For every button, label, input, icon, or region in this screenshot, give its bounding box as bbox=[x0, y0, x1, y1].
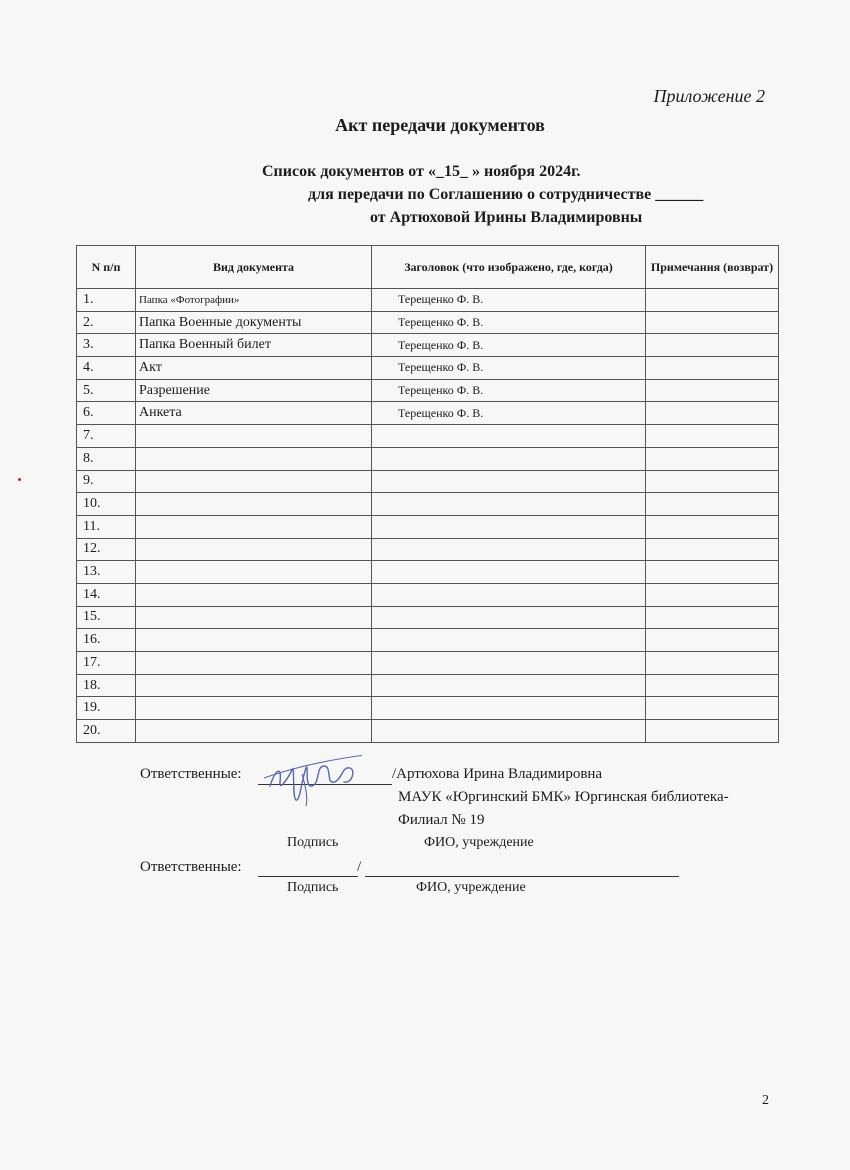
organization-line-1: МАУК «Юргинский БМК» Юргинская библиотека- bbox=[398, 789, 729, 805]
document-type-cell bbox=[136, 652, 372, 675]
notes-cell bbox=[646, 357, 779, 380]
document-type-cell bbox=[136, 425, 372, 448]
table-header-row bbox=[77, 246, 779, 289]
row-number-cell: 19. bbox=[77, 697, 136, 720]
separator-slash: / bbox=[357, 859, 362, 875]
row-number-cell: 13. bbox=[77, 561, 136, 584]
table-row bbox=[77, 447, 779, 470]
table-row bbox=[77, 674, 779, 697]
document-title: Акт передачи документов bbox=[335, 115, 545, 135]
document-type-cell bbox=[136, 515, 372, 538]
notes-cell bbox=[646, 289, 779, 312]
row-number-cell: 11. bbox=[77, 515, 136, 538]
document-type-cell: Акт bbox=[136, 357, 372, 380]
signature-line-2 bbox=[258, 876, 358, 877]
document-title-cell bbox=[372, 629, 646, 652]
notes-cell bbox=[646, 583, 779, 606]
document-title-cell bbox=[372, 470, 646, 493]
table-row bbox=[77, 538, 779, 561]
table-row bbox=[77, 697, 779, 720]
notes-cell bbox=[646, 447, 779, 470]
donor-line: от Артюховой Ирины Владимировны bbox=[370, 209, 643, 226]
responsible-label-2: Ответственные: bbox=[140, 859, 242, 875]
document-type-cell bbox=[136, 583, 372, 606]
notes-cell bbox=[646, 674, 779, 697]
row-number-cell: 2. bbox=[77, 311, 136, 334]
document-type-cell bbox=[136, 697, 372, 720]
document-type-cell bbox=[136, 538, 372, 561]
col-type-header: Вид документа bbox=[136, 246, 372, 289]
notes-cell bbox=[646, 606, 779, 629]
document-title-cell: Терещенко Ф. В. bbox=[372, 334, 646, 357]
fio-line-2 bbox=[365, 876, 679, 877]
table-row bbox=[77, 289, 779, 312]
notes-cell bbox=[646, 515, 779, 538]
document-type-cell bbox=[136, 493, 372, 516]
row-number-cell: 1. bbox=[77, 289, 136, 312]
notes-cell bbox=[646, 697, 779, 720]
row-number-cell: 16. bbox=[77, 629, 136, 652]
document-title-cell: Терещенко Ф. В. bbox=[372, 311, 646, 334]
row-number-cell: 7. bbox=[77, 425, 136, 448]
row-number-cell: 5. bbox=[77, 379, 136, 402]
document-type-cell bbox=[136, 447, 372, 470]
table-row bbox=[77, 402, 779, 425]
notes-cell bbox=[646, 538, 779, 561]
document-type-cell bbox=[136, 561, 372, 584]
notes-cell bbox=[646, 425, 779, 448]
document-title-cell bbox=[372, 538, 646, 561]
table-row bbox=[77, 425, 779, 448]
handwritten-signature bbox=[262, 748, 362, 808]
scan-speck bbox=[18, 478, 21, 481]
document-title-cell bbox=[372, 493, 646, 516]
table-row bbox=[77, 583, 779, 606]
document-type-cell: Разрешение bbox=[136, 379, 372, 402]
signature-caption-2: Подпись bbox=[287, 880, 339, 895]
responsible-label-1: Ответственные: bbox=[140, 766, 242, 782]
document-type-cell: Анкета bbox=[136, 402, 372, 425]
col-notes-header: Примечания (возврат) bbox=[646, 246, 779, 289]
document-title-cell bbox=[372, 606, 646, 629]
table-row bbox=[77, 561, 779, 584]
row-number-cell: 3. bbox=[77, 334, 136, 357]
document-title-cell: Терещенко Ф. В. bbox=[372, 289, 646, 312]
row-number-cell: 17. bbox=[77, 652, 136, 675]
notes-cell bbox=[646, 561, 779, 584]
document-title-cell bbox=[372, 447, 646, 470]
fio-caption-2: ФИО, учреждение bbox=[416, 880, 526, 895]
appendix-label: Приложение 2 bbox=[653, 86, 765, 106]
document-type-cell: Папка Военные документы bbox=[136, 311, 372, 334]
row-number-cell: 15. bbox=[77, 606, 136, 629]
row-number-cell: 6. bbox=[77, 402, 136, 425]
notes-cell bbox=[646, 493, 779, 516]
notes-cell bbox=[646, 629, 779, 652]
document-type-cell bbox=[136, 606, 372, 629]
table-row bbox=[77, 470, 779, 493]
document-type-cell bbox=[136, 674, 372, 697]
row-number-cell: 12. bbox=[77, 538, 136, 561]
table-row bbox=[77, 493, 779, 516]
table-row bbox=[77, 334, 779, 357]
notes-cell bbox=[646, 334, 779, 357]
document-title-cell bbox=[372, 561, 646, 584]
agreement-line: для передачи по Соглашению о сотрудничестве ______ bbox=[308, 186, 704, 203]
notes-cell bbox=[646, 470, 779, 493]
document-type-cell bbox=[136, 629, 372, 652]
fio-caption-1: ФИО, учреждение bbox=[424, 835, 534, 850]
notes-cell bbox=[646, 652, 779, 675]
row-number-cell: 4. bbox=[77, 357, 136, 380]
row-number-cell: 9. bbox=[77, 470, 136, 493]
document-title-cell bbox=[372, 515, 646, 538]
document-type-cell bbox=[136, 470, 372, 493]
table-row bbox=[77, 357, 779, 380]
document-type-cell: Папка Военный билет bbox=[136, 334, 372, 357]
row-number-cell: 8. bbox=[77, 447, 136, 470]
table-row bbox=[77, 652, 779, 675]
document-title-cell: Терещенко Ф. В. bbox=[372, 379, 646, 402]
col-number-header: N п/п bbox=[77, 246, 136, 289]
document-title-cell bbox=[372, 697, 646, 720]
col-title-header: Заголовок (что изображено, где, когда) bbox=[372, 246, 646, 289]
page-number: 2 bbox=[762, 1093, 769, 1108]
table-row bbox=[77, 311, 779, 334]
notes-cell bbox=[646, 720, 779, 743]
row-number-cell: 18. bbox=[77, 674, 136, 697]
row-number-cell: 20. bbox=[77, 720, 136, 743]
row-number-cell: 10. bbox=[77, 493, 136, 516]
signature-caption-1: Подпись bbox=[287, 835, 339, 850]
document-title-cell bbox=[372, 425, 646, 448]
document-title-cell bbox=[372, 583, 646, 606]
responsible-person-1: /Артюхова Ирина Владимировна bbox=[392, 766, 603, 782]
documents-table bbox=[76, 245, 779, 743]
document-title-cell: Терещенко Ф. В. bbox=[372, 357, 646, 380]
notes-cell bbox=[646, 379, 779, 402]
notes-cell bbox=[646, 311, 779, 334]
document-type-cell bbox=[136, 720, 372, 743]
table-row bbox=[77, 606, 779, 629]
table-row bbox=[77, 515, 779, 538]
list-date-line: Список документов от «_15_ » ноября 2024г. bbox=[262, 163, 581, 180]
table-row bbox=[77, 379, 779, 402]
organization-line-2: Филиал № 19 bbox=[398, 812, 485, 828]
table-row bbox=[77, 720, 779, 743]
document-title-cell bbox=[372, 674, 646, 697]
document-type-cell: Папка «Фотографии» bbox=[136, 289, 372, 312]
row-number-cell: 14. bbox=[77, 583, 136, 606]
document-title-cell bbox=[372, 652, 646, 675]
document-title-cell bbox=[372, 720, 646, 743]
document-title-cell: Терещенко Ф. В. bbox=[372, 402, 646, 425]
notes-cell bbox=[646, 402, 779, 425]
table-row bbox=[77, 629, 779, 652]
